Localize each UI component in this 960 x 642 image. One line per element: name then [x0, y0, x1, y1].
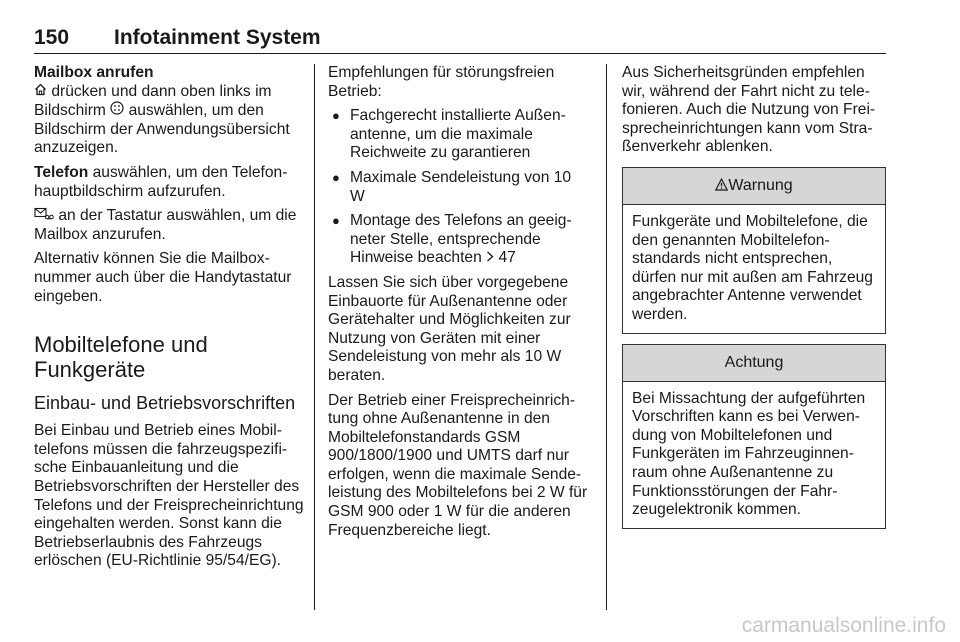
page-title: Infotainment System	[114, 26, 321, 49]
column-divider	[314, 64, 315, 610]
list-item: ● Maximale Sendeleistung von 10 W	[328, 169, 590, 206]
apps-grid-icon	[110, 101, 124, 121]
header-rule	[34, 53, 886, 54]
mailbox-paragraph-1: drücken und dann oben links im Bildschirm auswählen, um den Bildschirm der Anwendungsübersicht anzuzeigen.	[34, 82, 290, 157]
handsfree-paragraph: Der Betrieb einer Freisprecheinrichtung ohne Außenantenne in den Mobiltelefonstandards GSM 900/1800/1900 und UMTS darf nur erfolgen, wenn die maximale Sendeleistung des Mobiltelefons bei 2 W für GSM 900 oder 1 W für die anderen Frequenzbereiche liegt.	[328, 391, 588, 539]
safety-paragraph: Aus Sicherheitsgründen empfehlen wir, während der Fahrt nicht zu telefonieren. Auch die Nutzung von Freisprecheinrichtungen kann vom Straßenverkehr ablenken.	[622, 64, 876, 156]
warning-header	[623, 168, 885, 205]
caution-text: Bei Missachtung der aufgeführten Vorschriften kann es bei Verwendung von Mobiltelefonen und Funkgeräten im Fahrzeuginnenraum ohne Außenantenne zu Funktionsstörungen der Fahrzeugelektronik kommen.	[632, 389, 866, 519]
page-header	[34, 26, 886, 54]
warning-text: Funkgeräte und Mobiltelefone, die den genannten Mobiltelefonstandards nicht entsprechen, dürfen nur mit außen am Fahrzeug angebrachter Antenne verwendet werden.	[632, 212, 873, 323]
page-number: 150	[34, 26, 70, 49]
page-reference[interactable]: 47	[498, 249, 516, 267]
installation-paragraph: Lassen Sie sich über vorgegebene Einbauorte für Außenantenne oder Gerätehalter und Möglichkeiten zur Nutzung von Geräten mit einer Sendeleistung von mehr als 10 W beraten.	[328, 273, 571, 384]
voicemail-icon	[34, 207, 54, 226]
watermark: carmanualsonline.info	[741, 614, 946, 637]
page-reference-icon	[486, 249, 494, 268]
caution-header: Achtung	[623, 345, 885, 382]
mailbox-heading: Mailbox anrufen	[34, 64, 154, 81]
mailbox-paragraph-2: Telefon auswählen, um den Telefonhauptbildschirm aufzurufen.	[34, 163, 288, 200]
subsection-heading: Einbau- und Betriebsvorschriften	[34, 393, 296, 414]
warning-title: Warnung	[728, 176, 793, 194]
mailbox-paragraph-3: an der Tastatur auswählen, um die Mailbox anzurufen.	[34, 207, 297, 243]
recommendations-intro: Empfehlungen für störungsfreien Betrieb:	[328, 64, 555, 100]
list-item: ● Montage des Telefons an geeigneter Stelle, entsprechende Hinweise beachten 47	[328, 212, 590, 268]
home-icon	[34, 83, 47, 102]
column-1	[34, 64, 304, 577]
section-heading: Mobiltelefone und Funkgeräte	[34, 332, 208, 383]
column-2	[328, 64, 590, 546]
recommendations-list	[328, 107, 590, 268]
caution-box	[622, 344, 886, 529]
warning-triangle-icon	[715, 168, 728, 204]
warning-box	[622, 167, 886, 334]
column-divider	[606, 64, 607, 610]
regulations-paragraph: Bei Einbau und Betrieb eines Mobiltelefons müssen die fahrzeugspezifische Einbauanleitung und die Betriebsvorschriften der Hersteller des Telefons und der Freisprecheinrichtung eingehalten werden. Sonst kann die Betriebserlaubnis des Fahrzeugs erlöschen (EU-Richtlinie 95/54/EG).	[34, 422, 304, 570]
column-3	[622, 64, 886, 539]
list-item: ● Fachgerecht installierte Außenantenne, um die maximale Reichweite zu garantieren	[328, 107, 590, 163]
mailbox-paragraph-4: Alternativ können Sie die Mailboxnummer auch über die Handytastatur eingeben.	[34, 250, 292, 305]
